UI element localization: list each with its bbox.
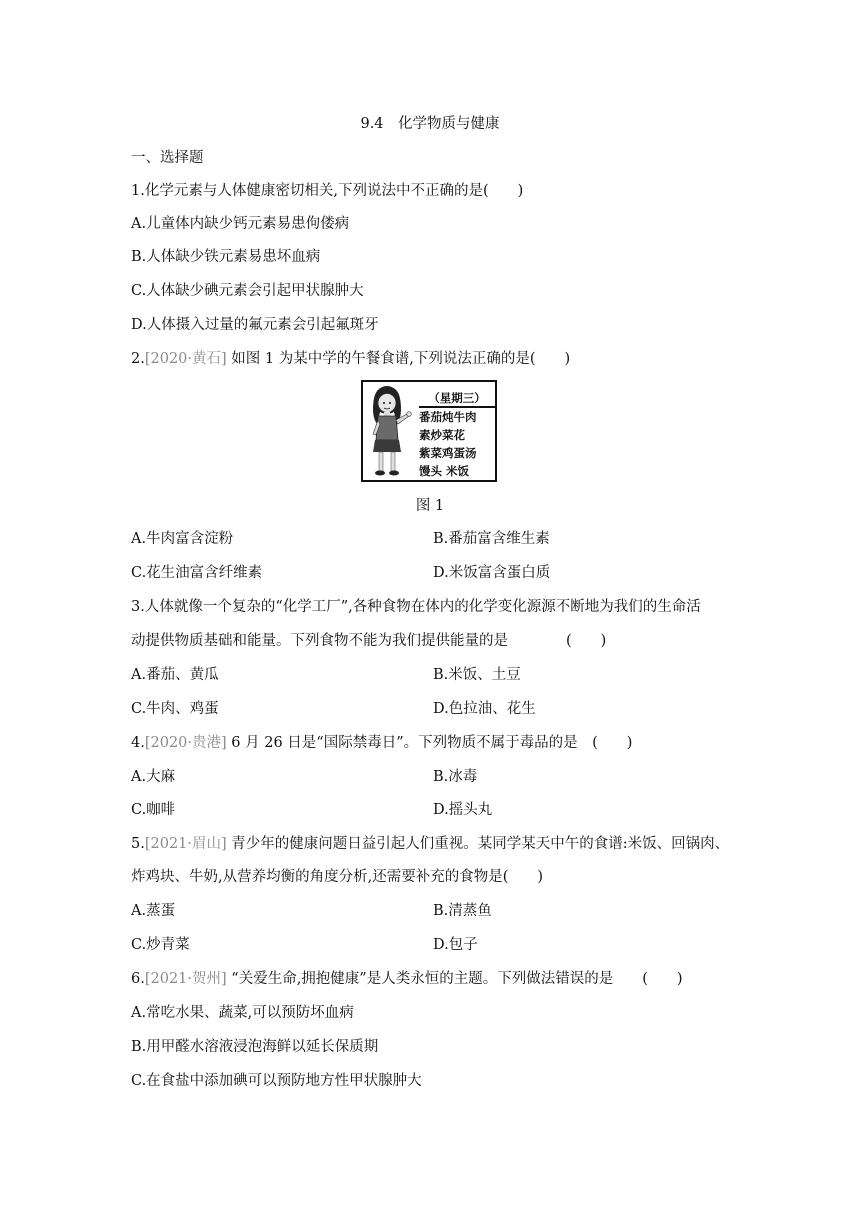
q4-stem-text: 6 月 26 日是“国际禁毒日”。下列物质不属于毒品的是 ( ) — [226, 735, 633, 751]
menu-header: （星期三） — [419, 390, 495, 408]
girl-illustration — [363, 382, 419, 480]
q1-option-c: C.人体缺少碘元素会引起甲状腺肿大 — [131, 283, 364, 299]
q6-option-b: B.用甲醛水溶液浸泡海鲜以延长保质期 — [131, 1039, 379, 1055]
q4-option-b: B.冰毒 — [433, 769, 478, 785]
page-title: 9.4 化学物质与健康 — [360, 116, 500, 132]
q6-source: [2021·贺州] — [144, 971, 227, 987]
q1-option-d: D.人体摄入过量的氟元素会引起氟斑牙 — [131, 317, 379, 333]
q2-stem — [131, 349, 570, 369]
q6-option-a: A.常吃水果、蔬菜,可以预防坏血病 — [131, 1005, 354, 1021]
q3-option-a: A.番茄、黄瓜 — [131, 667, 219, 683]
q4-option-a: A.大麻 — [131, 769, 176, 785]
q4-number: 4. — [131, 735, 145, 751]
q5-stem-line1 — [131, 834, 729, 854]
q5-number: 5. — [131, 836, 145, 852]
q1-stem: 1.化学元素与人体健康密切相关,下列说法中不正确的是( ) — [131, 183, 524, 199]
q4-option-c: C.咖啡 — [131, 802, 176, 818]
q6-number: 6. — [131, 971, 145, 987]
q5-option-b: B.清蒸鱼 — [433, 903, 492, 919]
q1-option-b: B.人体缺少铁元素易患坏血病 — [131, 249, 321, 265]
q2-option-b: B.番茄富含维生素 — [433, 531, 550, 547]
q4-option-d: D.摇头丸 — [433, 802, 493, 818]
menu-item: 紫菜鸡蛋汤 — [419, 446, 477, 460]
q5-option-d: D.包子 — [433, 937, 478, 953]
q5-source: [2021·眉山] — [144, 836, 227, 852]
q5-option-c: C.炒青菜 — [131, 937, 190, 953]
q6-stem — [131, 969, 683, 989]
q5-stem-line2: 炸鸡块、牛奶,从营养均衡的角度分析,还需要补充的食物是( ) — [131, 869, 544, 885]
q3-stem-line2: 动提供物质基础和能量。下列食物不能为我们提供能量的是 ( ) — [131, 633, 607, 649]
q5-option-a: A.蒸蛋 — [131, 903, 176, 919]
q6-option-c: C.在食盐中添加碘可以预防地方性甲状腺肿大 — [131, 1073, 422, 1089]
section-heading: 一、选择题 — [131, 150, 204, 166]
menu-item: 番茄炖牛肉 — [419, 410, 477, 424]
q5-stem-text: 青少年的健康问题日益引起人们重视。某同学某天中午的食谱:米饭、回锅肉、 — [226, 836, 730, 852]
q3-option-b: B.米饭、土豆 — [433, 667, 521, 683]
q4-stem — [131, 733, 632, 753]
lunch-menu-figure — [361, 380, 497, 482]
q1-option-a: A.儿童体内缺少钙元素易患佝偻病 — [131, 216, 350, 232]
q3-stem-line1: 3.人体就像一个复杂的“化学工厂”,各种食物在体内的化学变化源源不断地为我们的生命活 — [131, 599, 701, 615]
q2-option-a: A.牛肉富含淀粉 — [131, 531, 234, 547]
lunch-menu — [419, 390, 495, 480]
q2-stem-text: 如图 1 为某中学的午餐食谱,下列说法正确的是( ) — [226, 351, 571, 367]
q2-option-d: D.米饭富含蛋白质 — [433, 565, 551, 581]
q2-number: 2. — [131, 351, 145, 367]
q6-stem-text: “关爱生命,拥抱健康”是人类永恒的主题。下列做法错误的是 ( ) — [226, 971, 683, 987]
menu-item: 馒头 米饭 — [419, 464, 470, 478]
q2-option-c: C.花生油富含纤维素 — [131, 565, 263, 581]
menu-item: 素炒菜花 — [419, 428, 465, 442]
figure-caption: 图 1 — [415, 498, 445, 514]
q4-source: [2020·贵港] — [144, 735, 227, 751]
q2-source: [2020·黄石] — [144, 351, 227, 367]
q3-option-c: C.牛肉、鸡蛋 — [131, 701, 219, 717]
q3-option-d: D.色拉油、花生 — [433, 701, 536, 717]
